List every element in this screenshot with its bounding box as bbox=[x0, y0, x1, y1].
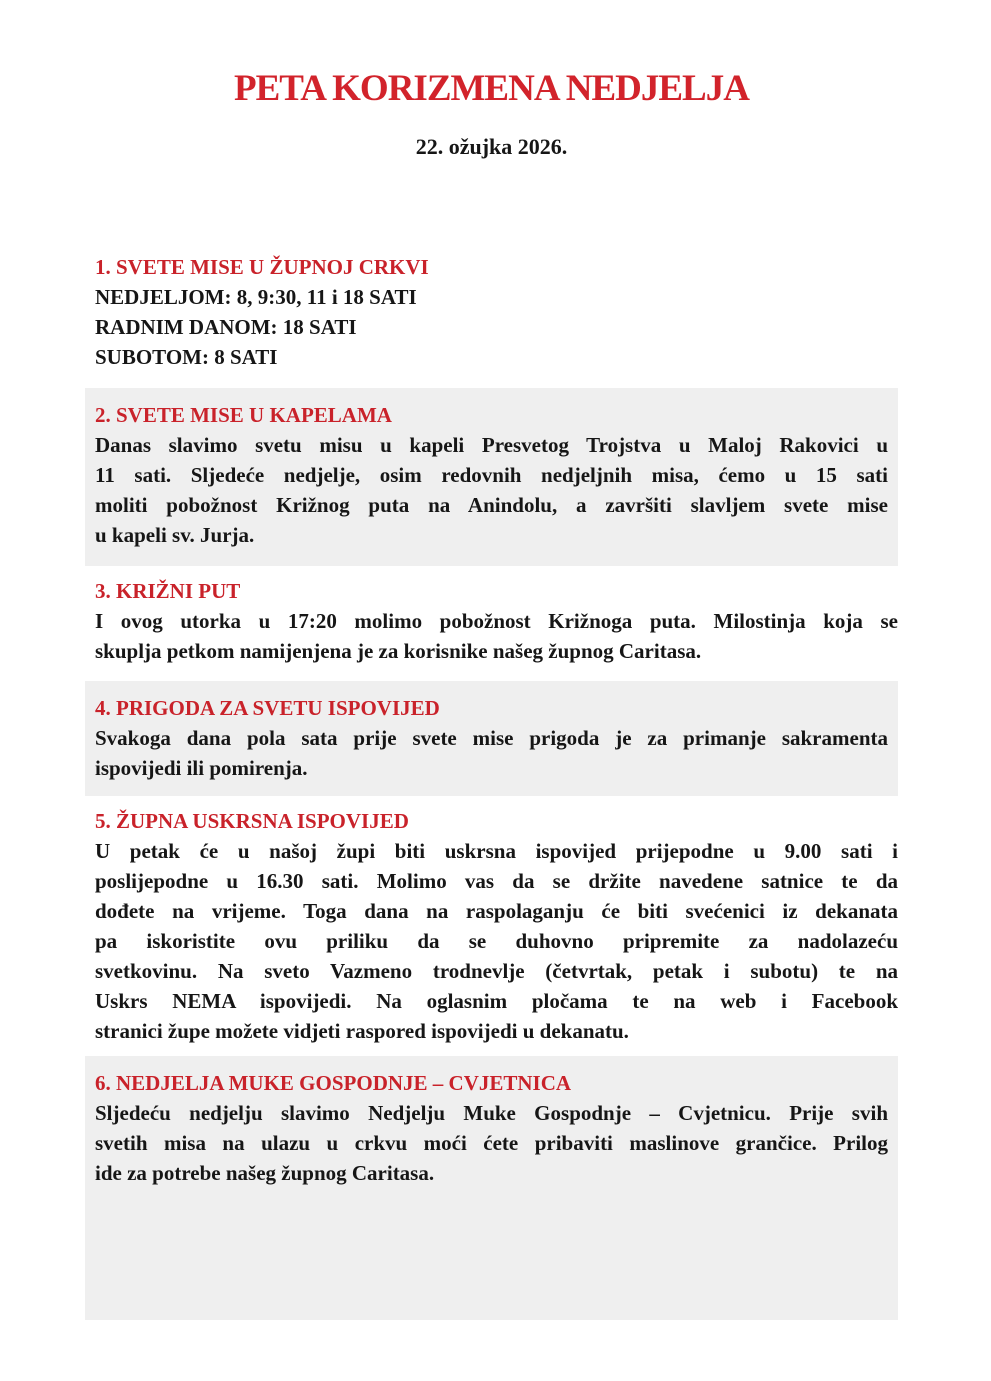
body-line: dođete na vrijeme. Toga dana na raspolaganju će biti svećenici iz dekanata bbox=[95, 899, 898, 923]
mass-time-line: NEDJELJOM: 8, 9:30, 11 i 18 SATI bbox=[95, 285, 417, 309]
page-date: 22. ožujka 2026. bbox=[415, 134, 568, 159]
section-mise-zupna-crkva bbox=[95, 252, 898, 372]
section-heading: 1. SVETE MISE U ŽUPNOJ CRKVI bbox=[95, 255, 429, 279]
body-line: skuplja petkom namijenjena je za korisnike našeg župnog Caritasa. bbox=[95, 639, 702, 663]
mass-time-line: RADNIM DANOM: 18 SATI bbox=[95, 315, 357, 339]
body-line: U petak će u našoj župi biti uskrsna ispovijed prijepodne u 9.00 sati i bbox=[95, 839, 898, 863]
body-line: Danas slavimo svetu misu u kapeli Presvetog Trojstva u Maloj Rakovici u bbox=[95, 433, 888, 457]
body-line: moliti pobožnost Križnog puta na Anindolu, a završiti slavljem svete mise bbox=[95, 493, 888, 517]
page-title: PETA KORIZMENA NEDJELJA bbox=[234, 68, 749, 109]
body-line: ispovijedi ili pomirenja. bbox=[95, 756, 308, 780]
section-krizni-put bbox=[95, 576, 898, 666]
body-line: svetkovinu. Na sveto Vazmeno trodnevlje (četvrtak, petak i subotu) te na bbox=[95, 959, 898, 983]
section-mise-kapele bbox=[85, 388, 898, 566]
body-line: svetih misa na ulazu u crkvu moći ćete pribaviti maslinove grančice. Prilog bbox=[95, 1131, 888, 1155]
section-cvjetnica bbox=[85, 1056, 898, 1320]
body-line: Svakoga dana pola sata prije svete mise prigoda je za primanje sakramenta bbox=[95, 726, 888, 750]
body-line: Uskrs NEMA ispovijedi. Na oglasnim pločama te na web i Facebook bbox=[95, 989, 898, 1013]
body-line: stranici župe možete vidjeti raspored ispovijedi u dekanatu. bbox=[95, 1019, 629, 1043]
section-heading: 2. SVETE MISE U KAPELAMA bbox=[95, 403, 392, 427]
section-uskrsna-ispovijed bbox=[95, 806, 898, 1046]
body-line: pa iskoristite ovu priliku da se duhovno pripremite za nadolazeću bbox=[95, 929, 898, 953]
section-prigoda-ispovijed bbox=[85, 681, 898, 796]
section-heading: 4. PRIGODA ZA SVETU ISPOVIJED bbox=[95, 696, 440, 720]
mass-time-line: SUBOTOM: 8 SATI bbox=[95, 345, 278, 369]
body-line: u kapeli sv. Jurja. bbox=[95, 523, 255, 547]
body-line: ide za potrebe našeg župnog Caritasa. bbox=[95, 1161, 435, 1185]
section-heading: 5. ŽUPNA USKRSNA ISPOVIJED bbox=[95, 809, 409, 833]
body-line: 11 sati. Sljedeće nedjelje, osim redovnih nedjeljnih misa, ćemo u 15 sati bbox=[95, 463, 888, 487]
body-line: I ovog utorka u 17:20 molimo pobožnost Križnoga puta. Milostinja koja se bbox=[95, 609, 898, 633]
section-heading: 3. KRIŽNI PUT bbox=[95, 579, 241, 603]
section-heading: 6. NEDJELJA MUKE GOSPODNJE – CVJETNICA bbox=[95, 1071, 572, 1095]
body-line: Sljedeću nedjelju slavimo Nedjelju Muke Gospodnje – Cvjetnicu. Prije svih bbox=[95, 1101, 888, 1125]
body-line: poslijepodne u 16.30 sati. Molimo vas da se držite navedene satnice te da bbox=[95, 869, 898, 893]
